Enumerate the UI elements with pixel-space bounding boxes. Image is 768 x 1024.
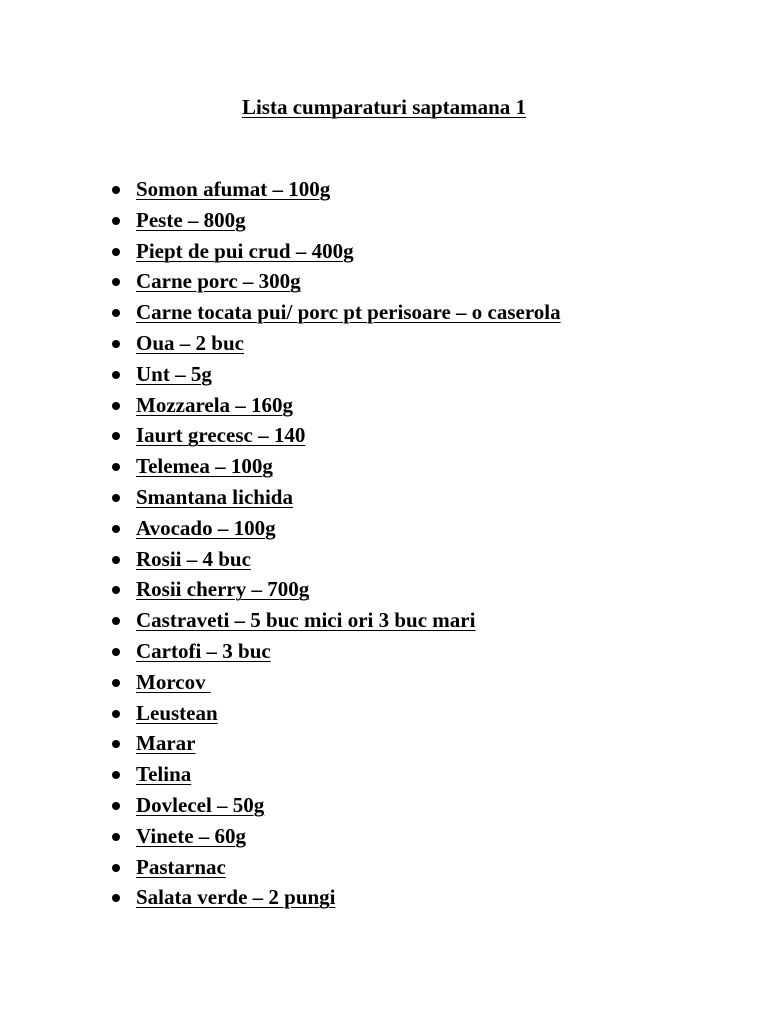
bullet-icon [112,586,120,594]
list-item-text: Marar [136,731,196,756]
list-item-text: Rosii – 4 buc [136,546,251,571]
bullet-icon [112,740,120,748]
list-item-text: Avocado – 100g [136,515,276,540]
bullet-icon [112,494,120,502]
bullet-icon [112,556,120,564]
bullet-icon [112,710,120,718]
bullet-icon [112,278,120,286]
list-item-text: Rosii cherry – 700g [136,577,310,602]
list-item-text: Smantana lichida [136,484,293,509]
bullet-icon [112,309,120,317]
document-title: Lista cumparaturi saptamana 1 [241,95,527,119]
list-item-text: Iaurt grecesc – 140 [136,423,306,448]
bullet-icon [112,217,120,225]
bullet-icon [112,186,120,194]
list-item-text: Piept de pui crud – 400g [136,238,354,263]
list-item-text: Carne porc – 300g [136,269,301,294]
list-item-text: Mozzarela – 160g [136,392,294,417]
bullet-icon [112,432,120,440]
bullet-icon [112,371,120,379]
bullet-icon [112,248,120,256]
bullet-icon [112,617,120,625]
list-item-text: Peste – 800g [136,207,246,232]
list-item-text: Morcov [136,669,211,694]
bullet-icon [112,402,120,410]
bullet-icon [112,648,120,656]
bullet-icon [112,463,120,471]
bullet-icon [112,864,120,872]
list-item-text: Vinete – 60g [136,823,247,848]
bullet-icon [112,340,120,348]
list-item-text: Telina [136,762,192,787]
list-item-text: Salata verde – 2 pungi [136,885,336,910]
list-item-text: Carne tocata pui/ porc pt perisoare – o caserola [136,300,561,325]
list-item-text: Pastarnac [136,854,226,879]
list-item-text: Oua – 2 buc [136,330,244,355]
list-item-text: Dovlecel – 50g [136,792,265,817]
bullet-icon [112,525,120,533]
list-item-text: Cartofi – 3 buc [136,638,271,663]
bullet-icon [112,802,120,810]
bullet-icon [112,679,120,687]
bullet-icon [112,894,120,902]
list-item-text: Castraveti – 5 buc mici ori 3 buc mari [136,608,476,633]
bullet-icon [112,771,120,779]
bullet-icon [112,833,120,841]
list-item-text: Unt – 5g [136,361,212,386]
list-item-text: Leustean [136,700,218,725]
list-item-text: Somon afumat – 100g [136,177,331,201]
list-item-text: Telemea – 100g [136,454,273,479]
